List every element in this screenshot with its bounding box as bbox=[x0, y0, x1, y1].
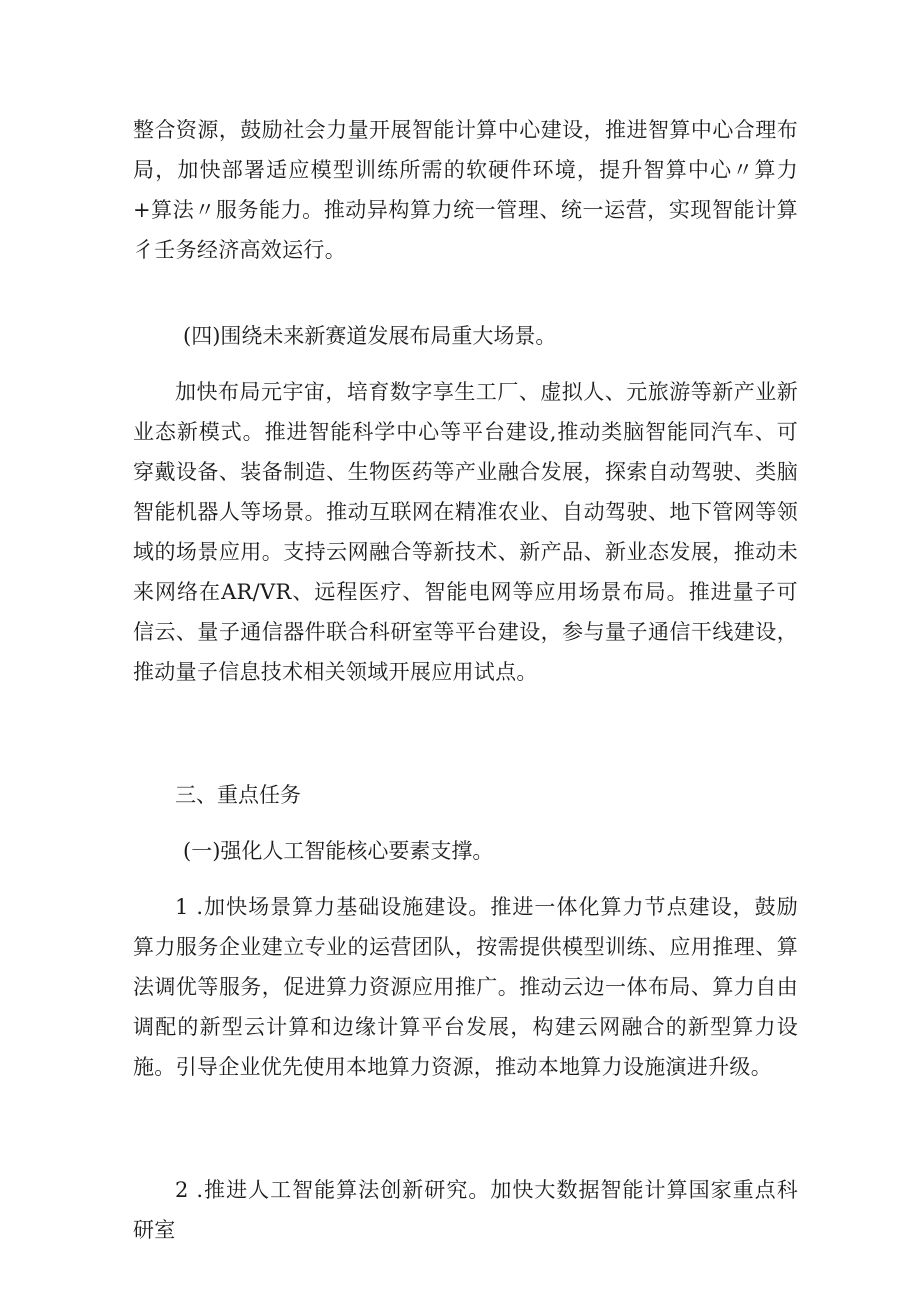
paragraph-item-1: 1 .加快场景算力基础设施建设。推进一体化算力节点建设，鼓励算力服务企业建立专业的运营团队，按需提供模型训练、应用推理、算法调优等服务，促进算力资源应用推广。推动云边一体布局、算力自由调配的新型云计算和边缘计算平台发展，构建云网融合的新型算力设施。引导企业优先使用本地算力资源，推动本地算力设施演进升级。 bbox=[133, 895, 798, 1079]
section-heading-four: (四)围绕未来新赛道发展布局重大场景。 bbox=[183, 324, 557, 348]
section-heading-key-tasks: 三、重点任务 bbox=[175, 783, 301, 807]
paragraph-item-2: 2 .推进人工智能算法创新研究。加快大数据智能计算国家重点科研室 bbox=[133, 1178, 798, 1242]
paragraph-future-tracks: 加快布局元宇宙，培育数字享生工厂、虚拟人、元旅游等新产业新业态新模式。推进智能科学中心等平台建设,推动类脑智能同汽车、可穿戴设备、装备制造、生物医药等产业融合发展，探索自动驾驶、类脑智能机器人等场景。推动互联网在精准农业、自动驾驶、地下管网等领域的场景应用。支持云网融合等新技术、新产品、新业态发展，推动未来网络在AR/VR、远程医疗、智能电网等应用场景布局。推进量子可信云、量子通信器件联合科研室等平台建设，参与量子通信干线建设，推动量子信息技术相关领域开展应用试点。 bbox=[133, 380, 798, 684]
subsection-heading-one: (一)强化人工智能核心要素支撑。 bbox=[183, 839, 494, 863]
paragraph-intelligent-computing: 整合资源，鼓励社会力量开展智能计算中心建设，推进智算中心合理布局，加快部署适应模型训练所需的软硬件环境，提升智算中心〃算力+算法〃服务能力。推动异构算力统一管理、统一运营，实现智能计算彳壬务经济高效运行。 bbox=[133, 118, 798, 262]
